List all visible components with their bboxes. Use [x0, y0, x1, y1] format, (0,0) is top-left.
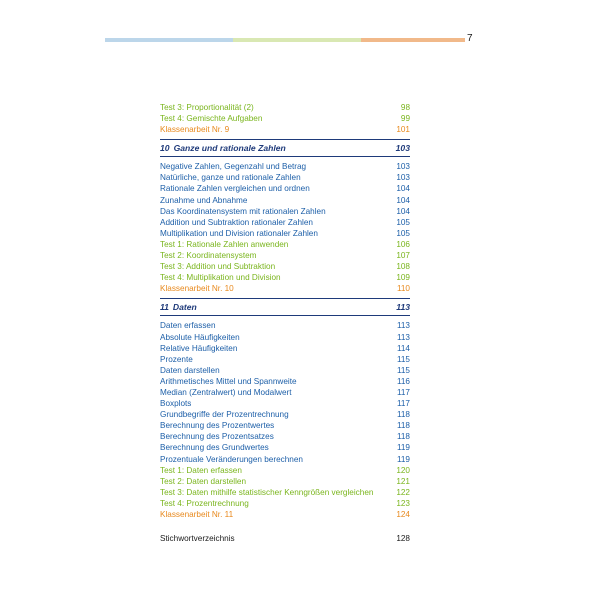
toc-entry-topic[interactable]: [160, 343, 410, 354]
toc-entry-title: Arithmetisches Mittel und Spannweite: [160, 376, 297, 386]
toc-entry-title: Natürliche, ganze und rationale Zahlen: [160, 173, 301, 183]
toc-entry-page: 105: [396, 228, 410, 238]
toc-entry-topic[interactable]: [160, 420, 410, 431]
toc-entry-page: 107: [396, 251, 410, 261]
toc-entry-test[interactable]: [160, 487, 410, 498]
toc-entry-title: Test 2: Koordinatensystem: [160, 251, 257, 261]
toc-entry-page: 98: [400, 103, 410, 112]
toc-entry-test[interactable]: [160, 250, 410, 261]
toc-entry-topic[interactable]: [160, 376, 410, 387]
toc-entry-page: 119: [396, 443, 410, 453]
toc-entry-index[interactable]: [160, 533, 410, 544]
toc-entry-topic[interactable]: [160, 228, 410, 239]
chapter-heading[interactable]: [160, 139, 410, 157]
toc-entry-test[interactable]: [160, 465, 410, 476]
toc-entry-page: 117: [396, 387, 410, 397]
toc-entry-page: 116: [396, 376, 410, 386]
toc-entry-topic[interactable]: [160, 365, 410, 376]
spacer: [160, 520, 410, 533]
toc-entry-topic[interactable]: [160, 332, 410, 343]
chapter-title: Ganze und rationale Zahlen: [173, 143, 286, 154]
chapter-page: 113: [396, 302, 410, 313]
toc-entry-test[interactable]: [160, 239, 410, 250]
toc-entry-test[interactable]: [160, 476, 410, 487]
toc-entry-title: Das Koordinatensystem mit rationalen Zahlen: [160, 206, 326, 216]
toc-entry-title: Negative Zahlen, Gegenzahl und Betrag: [160, 162, 307, 172]
toc-entry-title: Berechnung des Prozentwertes: [160, 421, 275, 431]
toc-entry-page: 105: [396, 217, 410, 227]
toc-entry-title: Grundbegriffe der Prozentrechnung: [160, 410, 289, 420]
toc-entry-page: 104: [396, 184, 410, 194]
toc-entry-page: 117: [396, 399, 410, 409]
toc-entry-title: Boxplots: [160, 399, 192, 409]
toc-entry-topic[interactable]: [160, 217, 410, 228]
toc-entry-page: 118: [396, 421, 410, 431]
toc-entry-title: Berechnung des Grundwertes: [160, 443, 269, 453]
toc-entry-title: Berechnung des Prozentsatzes: [160, 432, 274, 442]
toc-entry-title: Addition und Subtraktion rationaler Zahlen: [160, 217, 313, 227]
toc-entry-title: Multiplikation und Division rationaler Zahlen: [160, 228, 318, 238]
toc-entry-topic[interactable]: [160, 320, 410, 331]
chapter-title: Daten: [172, 302, 197, 313]
toc-entry-exam[interactable]: [160, 509, 410, 520]
header-bar-segment-blue: [105, 38, 233, 42]
toc-entry-page: 124: [396, 510, 410, 519]
toc-entry-page: 119: [396, 454, 410, 464]
toc-entry-title: Klassenarbeit Nr. 10: [160, 284, 234, 294]
toc-entry-topic[interactable]: [160, 431, 410, 442]
toc-entry-page: 109: [396, 273, 410, 283]
toc-entry-page: 118: [396, 410, 410, 420]
chapter-title-group: [160, 143, 286, 153]
header-bar-segment-orange: [361, 38, 465, 42]
toc-entry-page: 103: [396, 162, 410, 172]
toc-entry-page: 103: [396, 173, 410, 183]
toc-entry-test[interactable]: [160, 272, 410, 283]
toc-entry-test[interactable]: [160, 498, 410, 509]
toc-entry-page: 113: [396, 332, 410, 342]
toc-entry-title: Test 3: Daten mithilfe statistischer Kenngrößen vergleichen: [160, 487, 374, 497]
toc-entry-page: 104: [396, 195, 410, 205]
toc-entry-title: Test 4: Multiplikation und Division: [160, 273, 281, 283]
toc-entry-topic[interactable]: [160, 195, 410, 206]
toc-entry-page: 118: [396, 432, 410, 442]
toc-entry-page: 113: [396, 321, 410, 331]
toc-entry-test[interactable]: [160, 102, 410, 113]
toc-entry-test[interactable]: [160, 261, 410, 272]
chapter-title-group: [160, 302, 197, 312]
chapter-heading[interactable]: [160, 298, 410, 316]
page-number: 7: [467, 33, 473, 44]
toc-entry-title: Prozente: [160, 354, 193, 364]
toc-entry-title: Relative Häufigkeiten: [160, 343, 238, 353]
toc-entry-page: 122: [396, 487, 410, 497]
toc-entry-page: 115: [396, 365, 410, 375]
toc-entry-page: 115: [396, 354, 410, 364]
toc-entry-title: Klassenarbeit Nr. 9: [160, 125, 230, 135]
toc-entry-title: Test 3: Proportionalität (2): [160, 103, 254, 112]
toc-entry-title: Test 4: Gemischte Aufgaben: [160, 114, 263, 124]
toc-entry-page: 99: [400, 114, 410, 124]
toc-entry-topic[interactable]: [160, 183, 410, 194]
toc-entry-exam[interactable]: [160, 283, 410, 294]
index-title: Stichwortverzeichnis: [160, 534, 235, 544]
toc-entry-title: Rationale Zahlen vergleichen und ordnen: [160, 184, 310, 194]
toc-entry-topic[interactable]: [160, 398, 410, 409]
toc-entry-page: 110: [396, 284, 410, 294]
chapter-number: 11: [160, 302, 169, 313]
toc-entry-topic[interactable]: [160, 409, 410, 420]
toc-entry-page: 104: [396, 206, 410, 216]
toc-entry-page: 121: [396, 476, 410, 486]
toc-entry-title: Zunahme und Abnahme: [160, 195, 248, 205]
toc-entry-title: Test 4: Prozentrechnung: [160, 498, 249, 508]
toc-entry-topic[interactable]: [160, 172, 410, 183]
toc-entry-title: Median (Zentralwert) und Modalwert: [160, 387, 292, 397]
toc-entry-title: Daten erfassen: [160, 321, 216, 331]
toc-entry-title: Absolute Häufigkeiten: [160, 332, 240, 342]
toc-entry-page: 108: [396, 262, 410, 272]
toc-entry-title: Test 2: Daten darstellen: [160, 476, 247, 486]
index-page: 128: [396, 534, 410, 544]
toc-entry-title: Test 3: Addition und Subtraktion: [160, 262, 276, 272]
toc-entry-topic[interactable]: [160, 454, 410, 465]
chapter-page: 103: [395, 143, 410, 154]
toc-entry-test[interactable]: [160, 113, 410, 124]
toc-entry-topic[interactable]: [160, 354, 410, 365]
chapter-number: 10: [160, 143, 170, 154]
toc-entry-title: Klassenarbeit Nr. 11: [160, 510, 234, 519]
toc-entry-page: 114: [396, 343, 410, 353]
header-color-bar: [105, 38, 465, 42]
toc-entry-title: Daten darstellen: [160, 365, 220, 375]
toc-entry-page: 106: [396, 239, 410, 249]
header-bar-segment-green: [233, 38, 361, 42]
toc-entry-title: Test 1: Daten erfassen: [160, 465, 242, 475]
toc-entry-title: Prozentuale Veränderungen berechnen: [160, 454, 303, 464]
toc-entry-page: 120: [396, 465, 410, 475]
toc-entry-topic[interactable]: [160, 442, 410, 453]
toc-entry-exam[interactable]: [160, 124, 410, 135]
toc-entry-topic[interactable]: [160, 161, 410, 172]
toc-entry-title: Test 1: Rationale Zahlen anwenden: [160, 239, 289, 249]
toc-entry-topic[interactable]: [160, 387, 410, 398]
toc-entry-page: 101: [396, 125, 410, 135]
table-of-contents: [160, 102, 410, 544]
toc-entry-page: 123: [396, 498, 410, 508]
toc-entry-topic[interactable]: [160, 206, 410, 217]
